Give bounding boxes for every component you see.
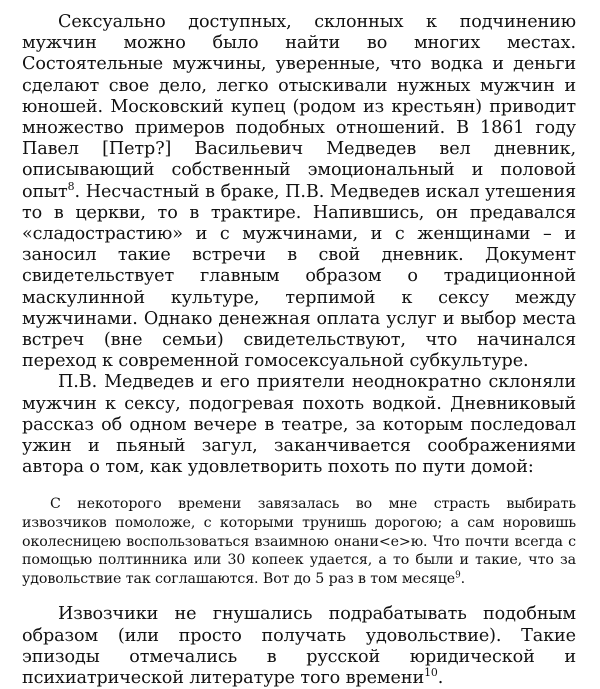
quote-text: С некоторого времени завязалась во мне страсть выбирать извозчиков помоложе, с которыми трунишь дорогою; а сам норовишь околесницею воспользоваться взаимною онани<е>ю. Что почти всегда с помощью полтинника или 30 копеек удается, а то были и такие, что за удовольствие так соглашаются. Вот до 5 раз в том месяце (22, 496, 576, 587)
footnote-ref-9[interactable]: 9 (455, 570, 461, 581)
paragraph-3-text: Извозчики не гнушались подрабатывать подобным образом (или просто получать удовольствие). Такие эпизоды отмечались в русской юридической и психиатрической литературе того времени (22, 604, 576, 689)
footnote-ref-8[interactable]: 8 (67, 179, 75, 193)
paragraph-3 (22, 604, 576, 689)
paragraph-1-text: Сексуально доступных, склонных к подчинению мужчин можно было найти во многих местах. Состоятельные мужчины, уверенные, что водка и деньги сделают свое дело, легко отыскивали нужных мужчин и юношей. Московский купец (родом из крестьян) приводит множество примеров подобных отношений. В 1861 году Павел [Петр?] Васильевич Медведев вел дневник, описывающий собственный эмоциональный и половой опыт (22, 12, 576, 202)
paragraph-1-tail: . Несчастный в браке, П.В. Медведев искал утешения то в церкви, то в трактире. Напившись, он предавался «сладострастию» и с мужчинами, и с женщинами – и заносил такие встречи в свой дневник. Документ свидетельствует главным образом о традиционной маскулинной культуре, терпимой к сексу между мужчинами. Однако денежная оплата услуг и выбор места встреч (вне семьи) свидетельствуют, что начинался переход к современной гомосексуальной субкультуре. (22, 181, 576, 372)
paragraph-3-tail: . (437, 668, 444, 689)
paragraph-1 (22, 12, 576, 372)
paragraph-2 (22, 372, 576, 478)
quote-tail: . (460, 570, 466, 587)
block-quote (22, 495, 576, 588)
footnote-ref-10[interactable]: 10 (424, 666, 438, 680)
paragraph-2-text: П.В. Медведев и его приятели неоднократно склоняли мужчин к сексу, подогревая похоть водкой. Дневниковый рассказ об одном вечере в театре, за которым последовал ужин и пьяный загул, заканчивается соображениями автора о том, как удовлетворить похоть по пути домой: (22, 372, 576, 478)
